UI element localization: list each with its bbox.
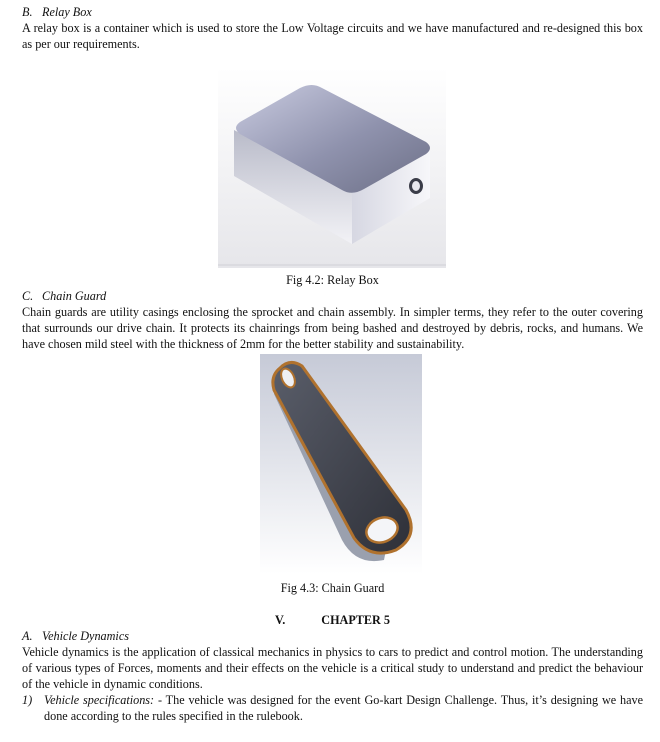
section-chain-guard [22,288,643,352]
list-item-label: 1) [22,693,33,707]
section-title: Vehicle Dynamics [42,629,129,643]
section-heading-vehicle-dynamics [22,628,643,644]
section-number: B. [22,5,33,19]
figure-caption-chain-guard: Fig 4.3: Chain Guard [280,581,385,595]
figure-caption-relay-box: Fig 4.2: Relay Box [286,273,379,287]
paragraph-chain-guard: Chain guards are utility casings enclosing the sprocket and chain assembly. In simpler terms, they refer to the outer covering that surrounds our drive chain. It protects its chainrings from being bashed and destroyed by debris, rocks, and humans. We have chosen mild steel with the thickness of 2mm for the better stability and sustainability. [22,305,643,351]
section-heading-chain-guard [22,288,643,304]
section-title: Chain Guard [42,289,107,303]
figure-chain-guard [260,354,422,574]
document-page [22,4,644,723]
list-item-title: Vehicle specifications: [44,693,155,707]
chain-guard-image [260,354,422,574]
figure-relay-box [218,68,446,268]
list-item-text: - The vehicle was designed for the event Go-kart Design Challenge. Thus, it’s designing we have done according to the rules specified in the rulebook. [44,693,644,723]
section-vehicle-dynamics [22,628,643,724]
section-number: C. [22,289,34,303]
chapter-title: CHAPTER 5 [321,613,390,627]
chapter-heading [22,612,643,628]
section-title: Relay Box [42,5,92,19]
section-number: A. [22,629,33,643]
section-heading-relay-box [22,4,643,20]
paragraph-relay-box: A relay box is a container which is used to store the Low Voltage circuits and we have manufactured and re-designed this box as per our requirements. [22,21,643,51]
chapter-number: V. [274,613,286,627]
paragraph-vehicle-dynamics: Vehicle dynamics is the application of classical mechanics in physics to cars to predict and control motion. The understanding of various types of Forces, moments and their effects on the vehicle is a critical study to understand and predict the behaviour of the vehicle in dynamic conditions. [22,645,643,691]
relay-box-image [218,68,446,268]
list-item-vehicle-specifications [22,692,643,724]
